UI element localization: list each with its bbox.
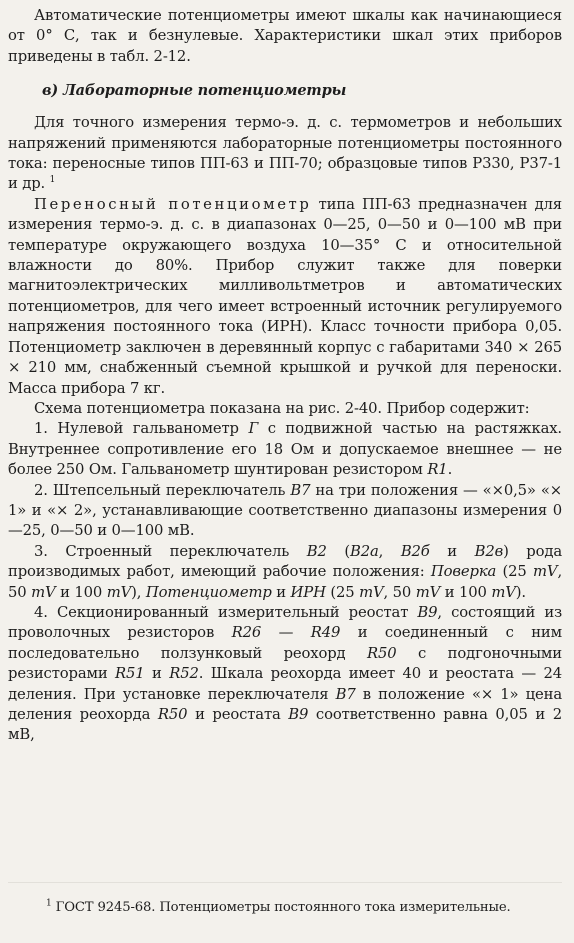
list-item-4 <box>8 603 562 746</box>
paragraph-pp63 <box>8 195 562 399</box>
list-item-3 <box>8 542 562 603</box>
symbol: В7 <box>335 685 356 703</box>
unit: mV <box>533 563 558 581</box>
item-text: 1. Нулевой гальванометр <box>34 420 249 438</box>
item-text: , 50 <box>383 583 416 601</box>
symbol: R49 <box>310 624 341 642</box>
symbol: R1 <box>427 461 448 479</box>
footnote-text: ГОСТ 9245-68. Потенциометры постоянного тока измерительные. <box>51 900 511 915</box>
unit: mV <box>491 583 516 601</box>
item-text: соответственно равна 0,05 и 2 мВ, <box>8 706 562 744</box>
item-text: и реостата <box>187 706 289 723</box>
symbol: R52 <box>169 665 199 683</box>
symbol: R50 <box>367 644 397 662</box>
symbol: В2 <box>306 542 327 560</box>
symbol: R50 <box>157 706 188 723</box>
item-text: ( <box>326 542 350 560</box>
item-text: с подвижной частью на растяжках. Внутреннее сопротивление его 18 Ом и допускаемое внешнее — не более 250 Ом. Гальванометр шунтирован резистором <box>8 420 562 479</box>
item-text: , <box>378 542 401 560</box>
symbol: В9 <box>417 603 438 621</box>
symbol: R26 <box>231 624 262 642</box>
item-text: — <box>261 624 311 642</box>
paragraph-lab-potentiometers <box>8 113 562 195</box>
section-heading: в) Лабораторные потенциометры <box>42 82 347 100</box>
symbol: В2в <box>474 542 504 560</box>
item-text: ) рода производимых работ, имеющий рабочие положения: <box>8 542 563 581</box>
item-text: (25 <box>325 583 360 601</box>
list-item-1 <box>8 419 562 480</box>
item-text: и <box>429 542 475 560</box>
paragraph-text: типа ПП-63 предназначен для измерения термо-э. д. с. в диапазонах 0—25, 0—50 и 0—100 мВ при температуре окружающего воздуха 10—35° С и относительной влажности до 80%. Прибор служит также для поверки магнитоэлектрических милливольтметров и автоматических потенциометров, для чего имеет встроенный источник регулируемого напряжения постоянного тока (ИРН). Класс точности прибора 0,05. Потенциометр заключен в деревянный корпус с габаритами 340 × 265 × 210 мм, снабженный съемной крышкой и ручкой для переноски. Масса прибора 7 кг. <box>8 195 562 397</box>
footnote-divider <box>8 882 562 883</box>
item-text: , состоящий из проволочных резисторов <box>8 603 562 642</box>
item-text: ). <box>515 583 526 601</box>
item-text: с подгоночными резисторами <box>8 644 562 683</box>
item-text: 3. Строенный переключатель <box>34 542 307 560</box>
symbol: В2а <box>349 542 379 560</box>
item-text: , 50 <box>8 563 563 601</box>
item-text: и соединенный с ним последовательно ползунковый реохорд <box>8 624 562 662</box>
paragraph-text: Для точного измерения термо-э. д. с. термометров и небольших напряжений применяются лабораторные потенциометры постоянного тока: переносные типов ПП-63 и ПП-70; образцовые типов Р330, Р37-1 и др. <box>8 114 562 193</box>
spaced-term: Переносный потенциометр <box>34 195 312 213</box>
mode-name: Потенциометр <box>145 583 272 601</box>
footnote <box>8 898 562 917</box>
item-text: ), <box>131 583 146 601</box>
mode-name: Поверка <box>430 563 497 581</box>
item-text: на три положения — «×0,5» «× 1» и «× 2», устанавливающие соответственно диапазоны измерения 0—25, 0—50 и 0—100 мВ. <box>8 481 562 540</box>
symbol: R51 <box>115 665 145 683</box>
mode-name: ИРН <box>290 583 326 601</box>
list-item-2 <box>8 481 562 542</box>
paragraph-schema: Схема потенциометра показана на рис. 2-40. Прибор содержит: <box>34 399 530 417</box>
item-text: и <box>271 583 291 601</box>
item-text: (25 <box>496 563 534 581</box>
unit: mV <box>359 583 384 601</box>
symbol: В7 <box>290 481 311 499</box>
item-text: в положение «× 1» цена деления реохорда <box>8 685 562 723</box>
symbol: Г <box>248 420 259 438</box>
unit: mV <box>31 583 56 601</box>
item-text: и <box>144 665 170 683</box>
footnote-mark: 1 <box>46 898 52 909</box>
item-text: 4. Секционированный измерительный реостат <box>34 603 418 621</box>
item-text: . <box>447 461 453 479</box>
footnote-reference: 1 <box>49 175 56 186</box>
item-text: 2. Штепсельный переключатель <box>34 481 291 499</box>
item-text: и 100 <box>440 583 492 601</box>
unit: mV <box>415 583 441 601</box>
unit: mV <box>106 583 132 601</box>
intro-paragraph: Автоматические потенциометры имеют шкалы как начинающиеся от 0° С, так и безнулевые. Характеристики шкал этих приборов приведены в табл. 2-12. <box>8 7 562 65</box>
item-text: и 100 <box>55 583 107 601</box>
item-text: . Шкала реохорда имеет 40 и реостата — 24 деления. При установке переключателя <box>8 665 562 703</box>
symbol: В2б <box>400 542 430 560</box>
symbol: В9 <box>288 706 309 723</box>
